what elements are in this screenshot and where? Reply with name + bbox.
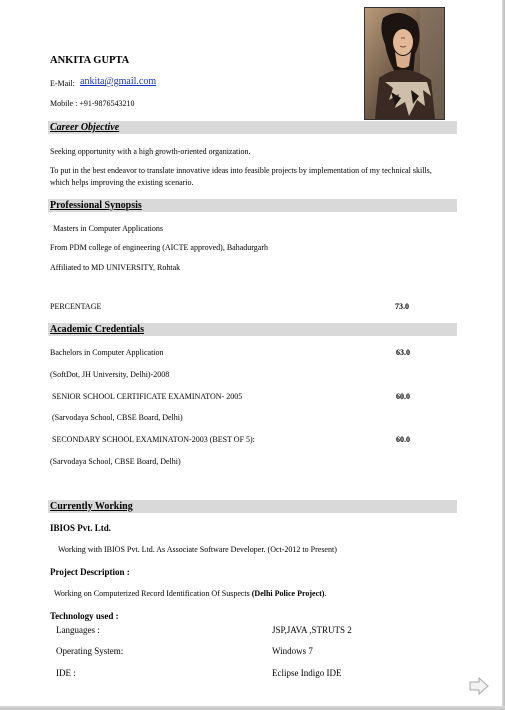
- tech-value-os: Windows 7: [272, 646, 313, 656]
- career-text-1: Seeking opportunity with a high growth-oriented organization.: [50, 147, 251, 156]
- next-arrow-icon[interactable]: [469, 677, 489, 700]
- synopsis-line-2: From PDM college of engineering (AICTE approved), Bahadurgarh: [50, 243, 269, 252]
- academic-title: SECONDARY SCHOOL EXAMINATON-2003 (BEST OF 5):: [52, 435, 255, 444]
- section-professional-synopsis: [48, 199, 457, 212]
- academic-institution: (Sarvodaya School, CBSE Board, Delhi): [50, 457, 181, 466]
- project-text: Working on Computerized Record Identification Of Suspects: [54, 589, 250, 598]
- career-text-2: To put in the best endeavor to translate innovative ideas into feasible projects by implementation of my technical skills,: [50, 166, 432, 175]
- mobile-number: Mobile : +91-9876543210: [50, 99, 135, 108]
- academic-title: Bachelors in Computer Application: [50, 348, 164, 357]
- tech-value-ide: Eclipse Indigo IDE: [272, 668, 342, 678]
- percentage-label: PERCENTAGE: [50, 302, 102, 311]
- academic-score: 60.0: [396, 392, 410, 401]
- technology-heading: Technology used :: [50, 611, 119, 621]
- section-currently-working: [48, 500, 457, 513]
- academic-score: 60.0: [396, 435, 410, 444]
- tech-value-languages: JSP,JAVA ,STRUTS 2: [272, 625, 352, 635]
- company-name: IBIOS Pvt. Ltd.: [50, 523, 112, 533]
- email-link[interactable]: ankita@gmail.com: [80, 76, 157, 87]
- section-heading: Professional Synopsis: [50, 200, 142, 211]
- project-heading: Project Description :: [50, 567, 130, 577]
- synopsis-line-3: Affiliated to MD UNIVERSITY, Rohtak: [50, 263, 181, 272]
- tech-label-languages: Languages :: [56, 625, 100, 635]
- synopsis-line-1: Masters in Computer Applications: [53, 224, 163, 233]
- academic-institution: (Sarvodaya School, CBSE Board, Delhi): [52, 413, 183, 422]
- tech-label-os: Operating System:: [56, 646, 124, 656]
- email-label: E-Mail:: [50, 79, 75, 88]
- profile-photo: [364, 7, 445, 120]
- percentage-value: 73.0: [395, 302, 409, 311]
- project-name: (Delhi Police Project): [251, 589, 325, 598]
- tech-label-ide: IDE :: [56, 668, 76, 678]
- project-description: [54, 589, 326, 599]
- section-academic-credentials: [48, 323, 457, 336]
- academic-institution: (SoftDot, JH University, Delhi)-2008: [50, 370, 170, 379]
- project-end: .: [324, 589, 327, 598]
- job-role: Working with IBIOS Pvt. Ltd. As Associate Software Developer. (Oct-2012 to Present): [58, 545, 337, 554]
- academic-score: 63.0: [396, 348, 410, 357]
- career-text-3: which helps improving the existing scenario.: [50, 178, 194, 187]
- applicant-name: ANKITA GUPTA: [50, 55, 130, 66]
- page-edge-bottom: [0, 706, 505, 710]
- section-career-objective: [48, 121, 457, 134]
- academic-title: SENIOR SCHOOL CERTIFICATE EXAMINATON- 2005: [52, 392, 243, 401]
- section-heading: Currently Working: [50, 501, 133, 512]
- section-heading: Career Objective: [50, 122, 120, 133]
- section-heading: Academic Credentials: [50, 324, 144, 335]
